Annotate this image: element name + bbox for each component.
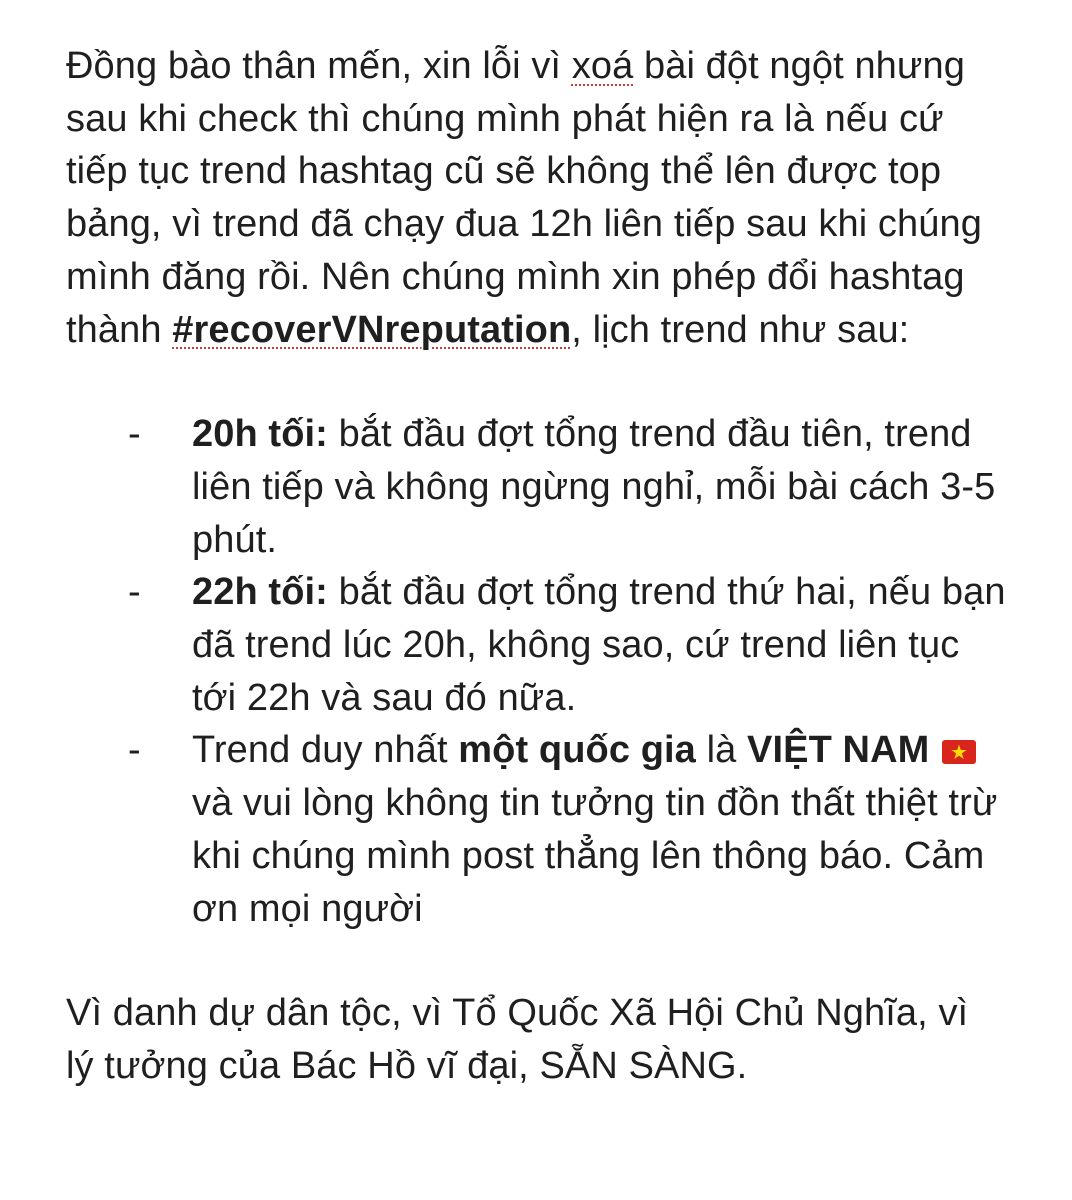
list-dash: - [128,413,141,456]
schedule-item-22h [66,566,1006,724]
country-text-2: là [695,729,748,772]
schedule-list [66,408,1006,935]
closing-paragraph: Vì danh dự dân tộc, vì Tổ Quốc Xã Hội Chủ Nghĩa, vì lý tưởng của Bác Hồ vĩ đại, SẴN SÀNG. [66,992,969,1087]
country-text-3: và vui lòng không tin tưởng tin đồn thất thiệt trừ khi chúng mình post thẳng lên thông báo. Cảm ơn mọi người [192,782,998,930]
spacer [66,356,1006,408]
list-dash: - [128,571,141,614]
intro-text-1: Đồng bào thân mến, xin lỗi vì [66,45,572,87]
intro-text-2: bài đột ngột nhưng sau khi check thì chúng mình phát hiện ra là nếu cứ tiếp tục trend hashtag cũ sẽ không thể lên được top bảng, vì trend đã chạy đua 12h liên tiếp sau khi chúng mình đăng rồi. Nên chúng mình xin phép đổi hashtag thành [66,45,982,351]
misspelled-word: xoá [571,45,634,87]
document-body [66,40,1006,1093]
schedule-text-20h: bắt đầu đợt tổng trend đầu tiên, trend liên tiếp và không ngừng nghỉ, mỗi bài cách 3-5 phút. [192,413,996,561]
country-name: VIỆT NAM [747,729,930,772]
spacer [66,935,1006,987]
country-text-1: Trend duy nhất [192,729,459,772]
intro-text-3: , lịch trend như sau: [571,308,910,351]
schedule-item-20h [66,408,1006,566]
time-label-20h: 20h tối: [192,413,328,456]
time-label-22h: 22h tối: [192,571,328,614]
vietnam-flag-icon [942,740,976,764]
country-bold-1: một quốc gia [458,729,696,772]
schedule-item-country [66,724,1006,935]
hashtag: #recoverVNreputation [172,308,572,351]
intro-paragraph [66,40,1006,356]
schedule-text-22h: bắt đầu đợt tổng trend thứ hai, nếu bạn đã trend lúc 20h, không sao, cứ trend liên tục tới 22h và sau đó nữa. [192,571,1006,719]
list-dash: - [128,729,141,772]
